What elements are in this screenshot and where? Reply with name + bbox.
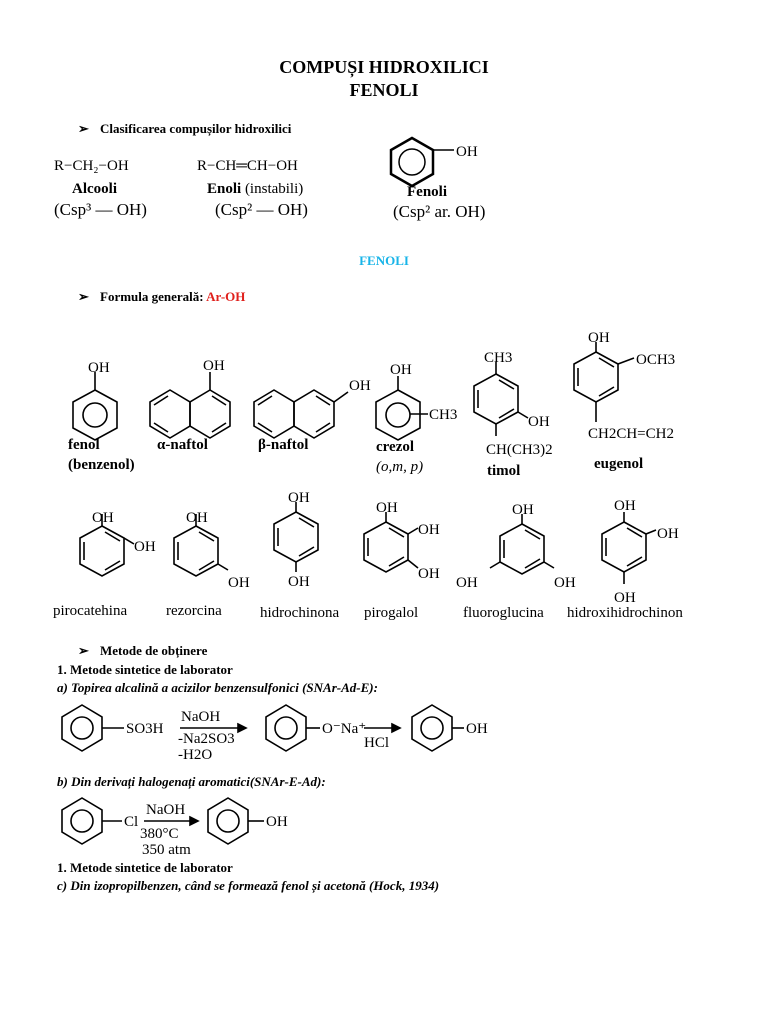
enoli-formula: R−CH═CH−OH (197, 158, 298, 174)
fluoroglucina-oh2: OH (554, 575, 576, 591)
reaction-a-reagent1: NaOH (181, 709, 221, 725)
reaction-b-product: OH (266, 814, 288, 830)
section-fenoli-heading: FENOLI (359, 253, 409, 268)
page-subtitle: FENOLI (349, 80, 419, 100)
reaction-a-reagent3: -H2O (178, 747, 213, 763)
pirocatehina-oh1: OH (92, 510, 114, 526)
method-b-text: b) Din derivați halogenați aromatici(SNAr-E-Ad): (57, 774, 326, 789)
fluoroglucina-oh1: OH (512, 502, 534, 518)
name-alpha-naftol: α-naftol (157, 437, 208, 453)
page-title: COMPUȘI HIDROXILICI (279, 57, 489, 77)
pirogalol-oh2: OH (418, 522, 440, 538)
bullet-classification (78, 121, 291, 137)
enoli-hybrid: (Csp² — OH) (215, 200, 308, 219)
fenoli-oh: OH (456, 144, 478, 160)
hidroxihidrochinon-oh1: OH (614, 498, 636, 514)
timol-isopropyl: CH(CH3)2 (486, 442, 553, 458)
alcooli-hybrid: (Csp³ — OH) (54, 200, 147, 219)
reaction-b-pressure: 350 atm (142, 842, 191, 858)
name-timol: timol (487, 463, 521, 479)
eugenol-oh: OH (588, 330, 610, 346)
rezorcina-oh2: OH (228, 575, 250, 591)
fenoli-hybrid: (Csp² ar. OH) (393, 202, 486, 221)
reaction-a-intermediate: O⁻Na⁺ (322, 721, 367, 737)
reaction-b-reagent: NaOH (146, 802, 186, 818)
eugenol-och3: OCH3 (636, 352, 676, 368)
name-crezol: crezol (376, 439, 415, 455)
bullet-methods-text: Metode de obținere (100, 643, 208, 658)
name-rezorcina: rezorcina (166, 603, 222, 619)
reaction-b-reactant: Cl (124, 814, 139, 830)
fluoroglucina-oh3: OH (456, 575, 478, 591)
enoli-note: (instabili) (244, 181, 304, 197)
enoli-name: Enoli (207, 181, 242, 197)
method-c-text: c) Din izopropilbenzen, când se formează fenol și acetonă (Hock, 1934) (57, 878, 440, 893)
pirogalol-oh1: OH (376, 500, 398, 516)
alpha-naftol-oh: OH (203, 358, 225, 374)
crezol-ch3: CH3 (429, 407, 458, 423)
fenoli-structure (384, 134, 494, 190)
rezorcina-oh1: OH (186, 510, 208, 526)
eugenol-allyl: CH2CH=CH2 (588, 426, 674, 442)
enoli-label (207, 181, 303, 198)
hidrochinona-oh1: OH (288, 490, 310, 506)
name-crezol-sub: (o,m, p) (376, 459, 424, 475)
name-fenol: fenol (68, 437, 100, 453)
hidroxihidrochinon-oh2: OH (657, 526, 679, 542)
name-beta-naftol: β-naftol (258, 437, 309, 453)
name-fluoroglucina: fluoroglucina (463, 605, 544, 621)
fenol-oh: OH (88, 360, 110, 376)
alcooli-formula: R−CH₂−OH (54, 158, 129, 174)
timol-ch3: CH3 (484, 350, 513, 366)
timol-oh: OH (528, 414, 550, 430)
reaction-b-scheme (40, 792, 540, 862)
name-hidrochinona: hidrochinona (260, 605, 340, 621)
phenols-row2-structures (0, 488, 768, 608)
arrow-bullet-icon: ➢ (78, 643, 89, 658)
bullet-formula-value: Ar-OH (206, 289, 246, 304)
reaction-a-reagent2: -Na2SO3 (178, 731, 235, 747)
method-header-2: 1. Metode sintetice de laborator (57, 860, 233, 875)
bullet-formula-label: Formula generală: (100, 289, 204, 304)
reaction-a-scheme (40, 697, 740, 767)
alcooli-name: Alcooli (72, 181, 117, 197)
name-fenol-sub: (benzenol) (68, 457, 135, 473)
pirogalol-oh3: OH (418, 566, 440, 582)
reaction-a-product: OH (466, 721, 488, 737)
bullet-classification-text: Clasificarea compușilor hidroxilici (100, 121, 292, 136)
bullet-methods (78, 643, 207, 659)
pirocatehina-oh2: OH (134, 539, 156, 555)
crezol-oh: OH (390, 362, 412, 378)
reaction-a-acid: HCl (364, 735, 390, 751)
reaction-a-reactant: SO3H (126, 721, 164, 737)
method-header-1: 1. Metode sintetice de laborator (57, 662, 233, 677)
name-pirocatehina: pirocatehina (53, 603, 128, 619)
method-a-text: a) Topirea alcalină a acizilor benzensulfonici (SNAr-Ad-E): (57, 680, 378, 695)
arrow-bullet-icon: ➢ (78, 289, 89, 304)
name-eugenol: eugenol (594, 456, 644, 472)
fenoli-name: Fenoli (407, 184, 447, 200)
beta-naftol-oh: OH (349, 378, 371, 394)
bullet-formula (78, 289, 245, 305)
name-pirogalol: pirogalol (364, 605, 419, 621)
hidroxihidrochinon-oh3: OH (614, 590, 636, 606)
hidrochinona-oh2: OH (288, 574, 310, 590)
reaction-b-temp: 380°C (140, 826, 179, 842)
arrow-bullet-icon: ➢ (78, 121, 89, 136)
name-hidroxihidrochinon: hidroxihidrochinon (567, 605, 683, 621)
